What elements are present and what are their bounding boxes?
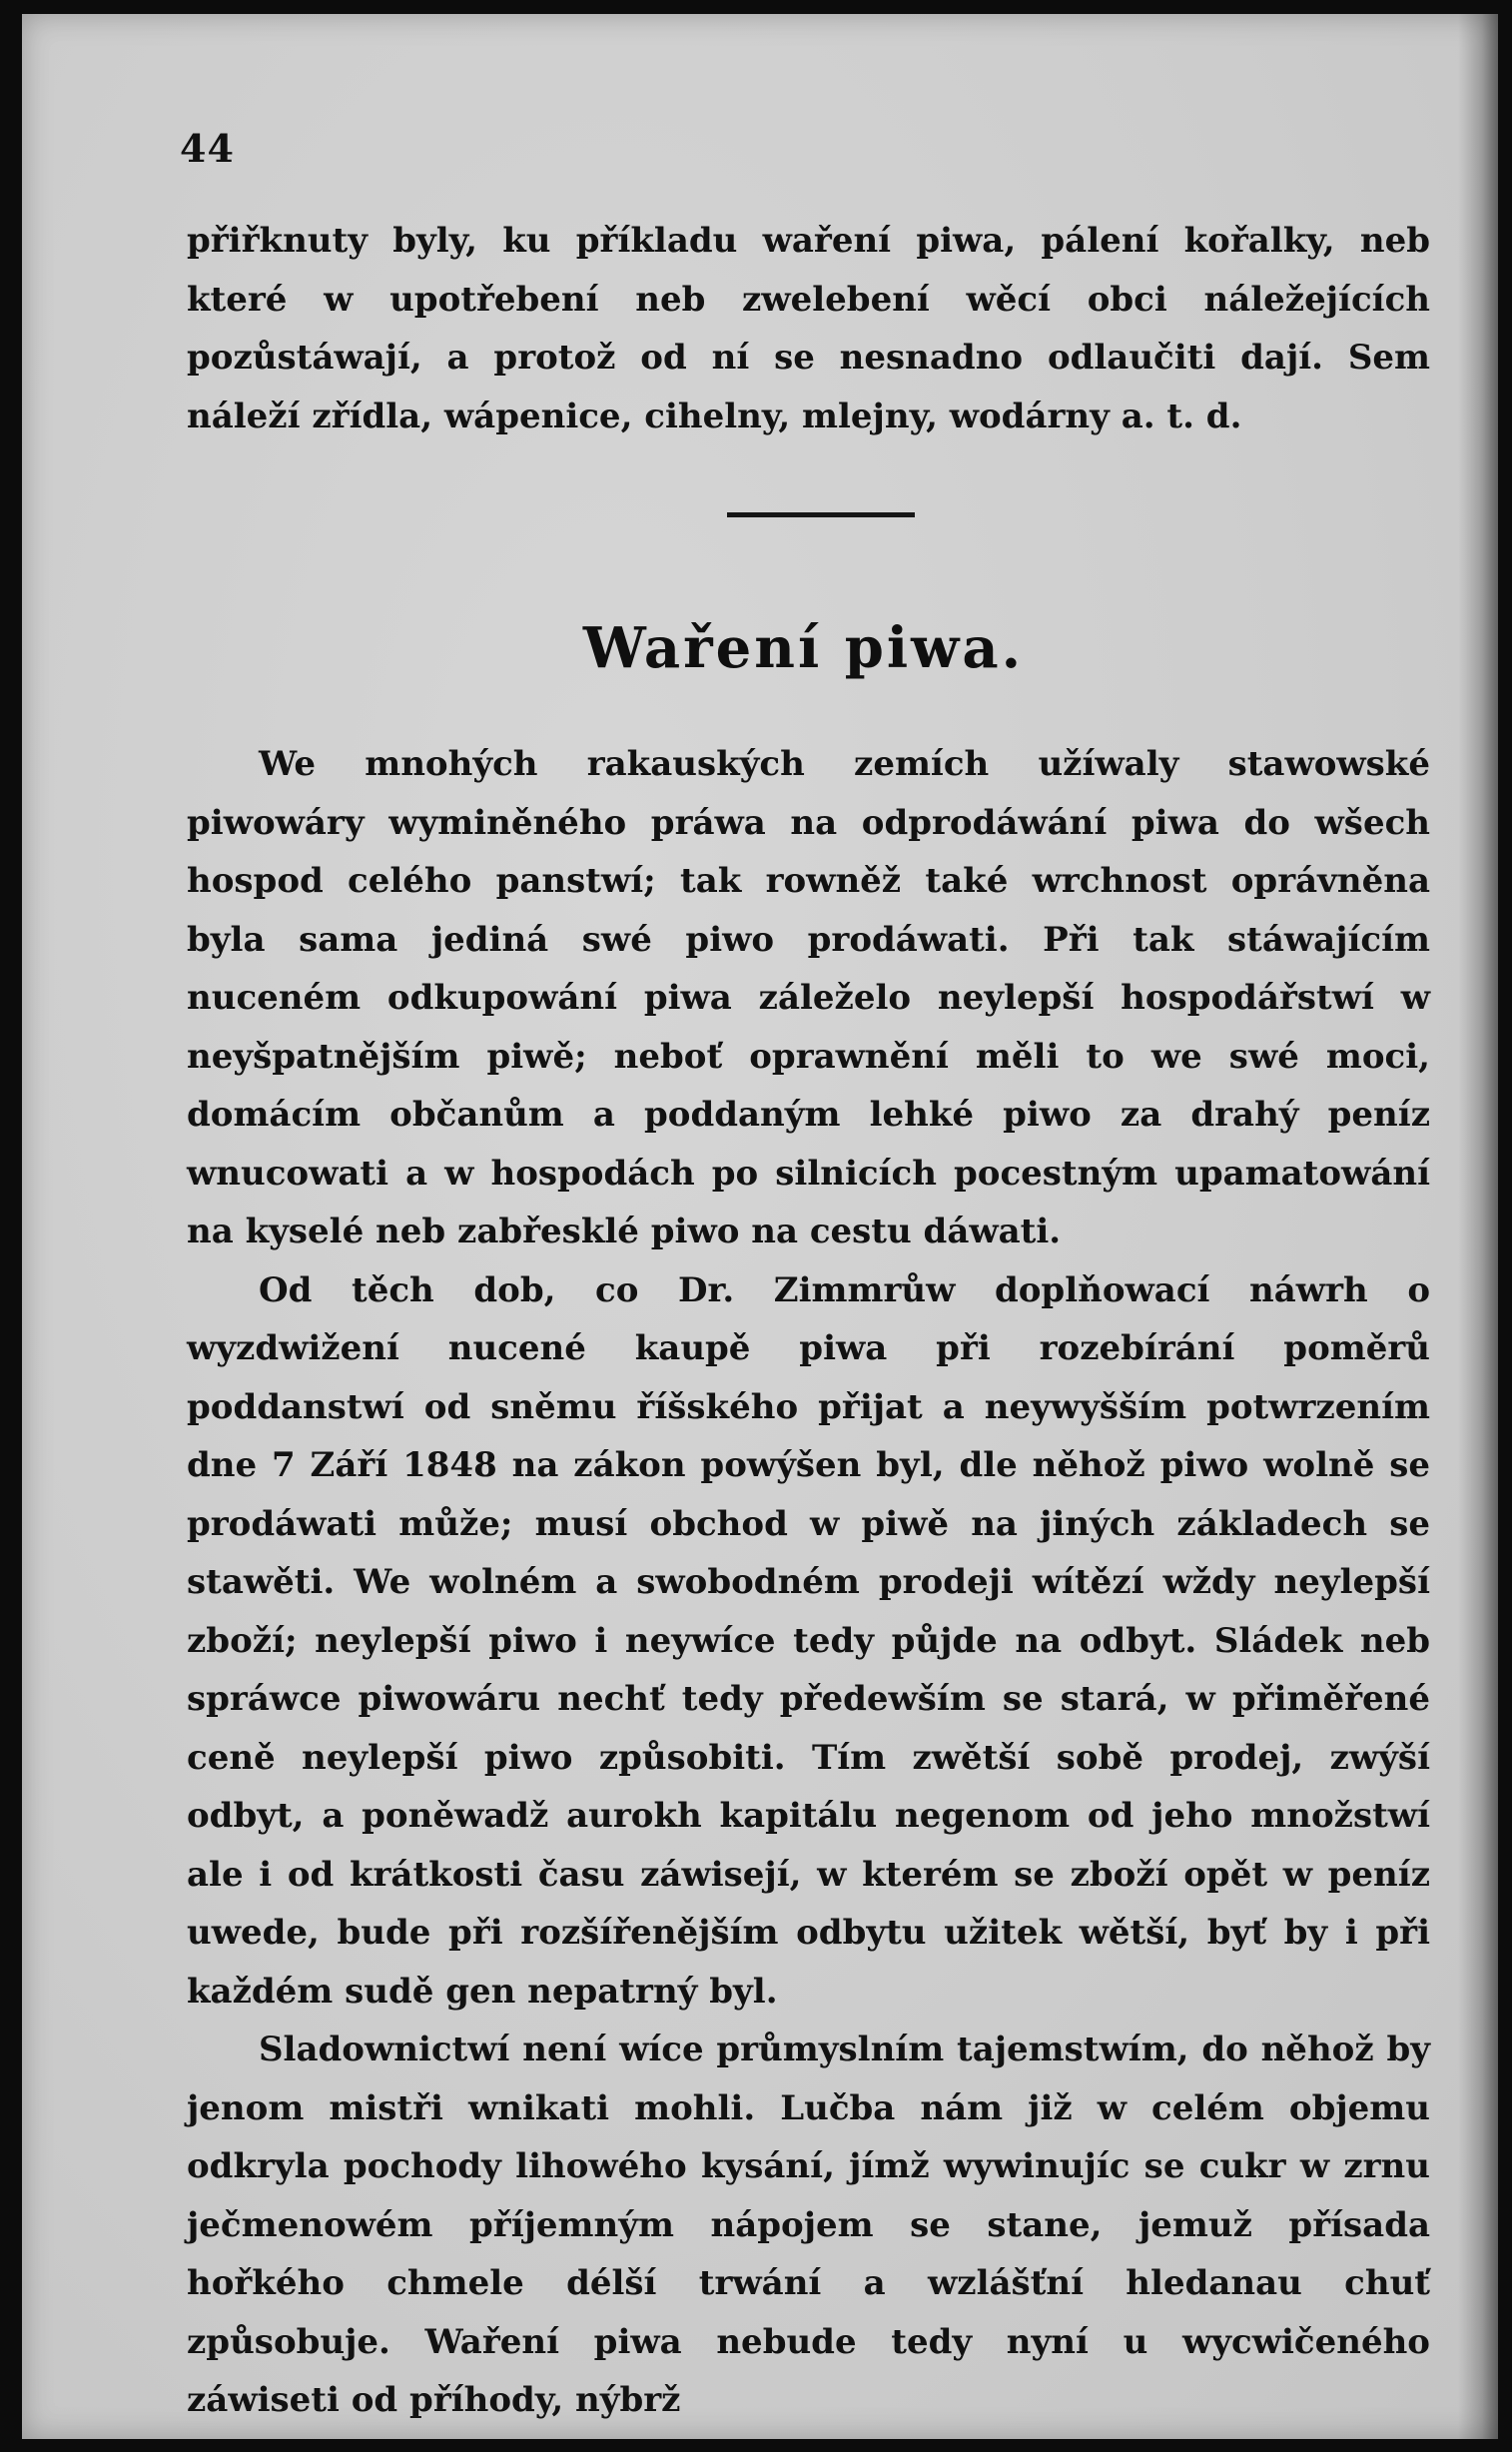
section-divider bbox=[727, 512, 915, 517]
paragraph-2: Od těch dob, co Dr. Zimmrůw doplňowací náwrh o wyzdwižení nucené kaupě piwa při rozebírání poměrů poddanstwí od sněmu říšského přijat a neywyšším potwrzením dne 7 Září 1848 na zákon powýšen byl, dle něhož piwo wolně se prodáwati může; musí obchod w piwě na jiných základech se stawěti. We wolném a swobodném prodeji wítězí wždy neylepší zboží; neylepší piwo i neywíce tedy půjde na odbyt. Sládek neb spráwce piwowáru nechť tedy předewším se stará, w přiměřené ceně neylepší piwo způsobiti. Tím zwětší sobě prodej, zwýší odbyt, a poněwadž aurokh kapitálu negenom od jeho množstwí ale i od krátkosti času záwisejí, w kterém se zboží opět w peníz uwede, bude při rozšířenějším odbytu užitek wětší, byť by i při každém sudě gen nepatrný byl. bbox=[187, 1269, 1430, 2012]
paragraph-1: We mnohých rakauských zemích užíwaly stawowské piwowáry wyminěného práwa na odprodáwání piwa do wšech hospod celého panstwí; tak rowněž také wrchnost oprávněna byla sama jediná swé piwo prodáwati. Při tak stáwajícím nuceném odkupowání piwa záleželo neylepší hospodářstwí w neyšpatnějším piwě; neboť oprawnění měli to we swé moci, domácím občanům a poddaným lehké piwo za drahý peníz wnucowati a w hospodách po silnicích pocestným upamatowání na kyselé neb zabřesklé piwo na cestu dáwati. bbox=[187, 744, 1430, 1251]
paragraph-3: Sladownictwí není wíce průmyslním tajemstwím, do něhož by jenom mistři wnikati mohli. Lučba nám již w celém objemu odkryla pochody lihowého kysání, jímž wywinujíc se cukr w zrnu ječmenowém příjemným nápojem se stane, jemuž přísada hořkého chmele délší trwání a wzlášťní hledanau chuť způsobuje. Waření piwa nebude tedy nyní u wycwičeného záwiseti od příhody, nýbrž bbox=[187, 2030, 1430, 2420]
section-heading: Waření piwa. bbox=[582, 615, 1025, 681]
page-number: 44 bbox=[180, 126, 235, 171]
section-body bbox=[187, 735, 1430, 2430]
page-edge-shadow bbox=[1458, 14, 1498, 2439]
book-page bbox=[22, 14, 1498, 2439]
paragraph-text: přiřknuty byly, ku příkladu waření piwa, pálení kořalky, neb které w upotřebení neb zwelebení wěcí obci náležejících pozůstáwají, a protož od ní se nesnadno odlaučiti dají. Sem náleží zřídla, wápenice, cihelny, mlejny, wodárny a. t. d. bbox=[187, 221, 1430, 436]
continued-paragraph bbox=[187, 212, 1430, 445]
